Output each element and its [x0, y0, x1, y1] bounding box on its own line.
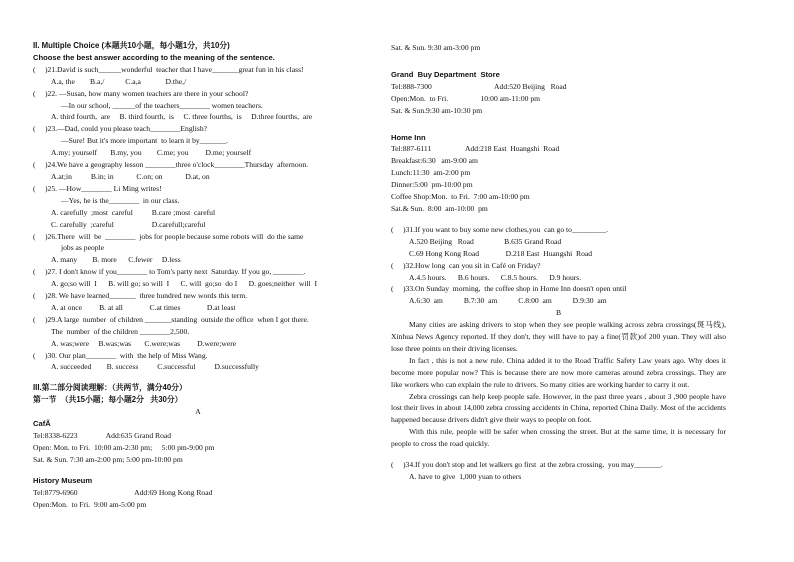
question-stem: ( )30. Our plan________ with the help of Miss Wang. — [33, 350, 208, 360]
question-option: —Yes, he is the________ in our class. — [61, 195, 180, 205]
place-detail: Sat. & Sun. 9:30 am-3:00 pm — [391, 43, 481, 52]
question-option: A.my; yourself B.my, you C.me; you D.me; yourself — [51, 148, 252, 158]
part-title: III.第二部分阅读理解：（共两节，满分40分） — [33, 383, 187, 393]
place-detail: Breakfast:6:30 am-9:00 am — [391, 156, 478, 166]
place-name: CafÃ — [33, 419, 51, 429]
place-detail: Dinner:5:00 pm-10:00 pm — [391, 180, 473, 190]
instruction: Choose the best answer according to the meaning of the sentence. — [33, 52, 275, 62]
question-list — [33, 64, 363, 374]
question-option: C.69 Hong Kong Road D.218 East Huangshi Road — [409, 248, 593, 258]
question-stem: ( )29.A large number of children _______standing outside the office when I got there. — [33, 314, 309, 324]
question-stem: ( )21.David is such______wonderful teacher that I have_______great fun in his class! — [33, 64, 304, 74]
question-list — [391, 224, 726, 307]
question-option: A.a, the B.a,/ C.a,a D.the,/ — [51, 76, 187, 86]
question-stem: ( )23.—Dad, could you please teach________English? — [33, 124, 207, 134]
question-option: A. at once B. at all C.at times D.at least — [51, 302, 236, 312]
place-detail: Sat.& Sun. 8:00 am-10:00 pm — [391, 203, 488, 213]
place-detail: Tel:888-7300 Add:520 Beijing Road — [391, 81, 567, 91]
place-detail: Tel:8779-6960 Add:69 Hong Kong Road — [33, 487, 213, 497]
section-title: II. Multiple Choice (本题共10小题，每小题1分，共10分) — [33, 41, 230, 50]
passage-paragraph: In fact , this is not a new rule. China added it to the Road Traffic Safety Law years ago. Why does it become more popular now? This is because there are now more cameras around zebra crossings. They are like workers who can explain the rule to drivers. So many cities are working harder to carry it out. — [391, 355, 726, 389]
place-detail: Lunch:11:30 am-2:00 pm — [391, 168, 471, 178]
question-stem: ( )33.On Sunday morning, the coffee shop in Home Inn doesn't open until — [391, 284, 627, 294]
question-stem: ( )28. We have learned_______ three hundred new words this term. — [33, 291, 248, 301]
question-option: A.at;in B.in; in C.on; on D.at, on — [51, 171, 210, 181]
place-detail: Open:Mon. to Fri. 9:00 am-5:00 pm — [33, 499, 147, 509]
question-option: A. go;so will I B. will go; so will I C. will go;so do I D. goes;neither will I — [51, 279, 317, 289]
passage-a-label: A — [195, 407, 201, 417]
question-stem: ( )26.There will be ________ jobs for people because some robots will do the same — [33, 231, 304, 241]
question-option: —In our school, ______of the teachers________ women teachers. — [61, 100, 263, 110]
question-option: A. succeeded B. success C.successful D.successfully — [51, 362, 259, 372]
place-detail: Open:Mon. to Fri. 10:00 am-11:00 pm — [391, 93, 541, 103]
place-name: Home Inn — [391, 132, 426, 142]
place-detail: Coffee Shop:Mon. to Fri. 7:00 am-10:00 pm — [391, 192, 530, 202]
question-option: A.520 Beijing Road B.635 Grand Road — [409, 236, 562, 246]
place-detail: Open: Mon. to Fri. 10:00 am-2:30 pm; 5:00 pm-9:00 pm — [33, 442, 215, 452]
question-stem: ( )27. I don't know if you________ to Tom's party next Saturday. If you go, ________. — [33, 267, 306, 277]
question-option: A. have to give 1,000 yuan to others — [409, 472, 522, 481]
question-option: C. carefully ;careful D.carefull;careful — [51, 219, 206, 229]
passage-paragraph: Many cities are asking drivers to stop when they see people walking across zebra crossings(斑马线), Xinhua News Agency reported. If they don't, they will have to pay a fine(罚款)of 200 yuan. They will also lose three points on their driving licenses. — [391, 320, 726, 353]
question-option: A. third fourth, are B. third fourth, is C. three fourths, is D.three fourths, are — [51, 112, 313, 122]
question-option: The number of the children ________2,500. — [51, 326, 190, 336]
place-name: History Museum — [33, 475, 93, 485]
place-detail: Sat. & Sun. 7:30 am-2:00 pm; 5:00 pm-10:00 pm — [33, 454, 183, 464]
question-stem: ( )32.How long can you sit in Café on Friday? — [391, 260, 541, 270]
passage-paragraph: Zebra crossings can help keep people safe. However, in the past three years , about 3 ,900 people have lost their lives in about 14,000 zebra crossing accidents in China, reported China Daily. Most of the accidents happened because drivers didn't give their ways to people on foot. — [391, 391, 726, 425]
left-column — [33, 40, 363, 510]
passage-paragraph: With this rule, people will be safer when crossing the street. But at the same time, it is necessary for people to cross the road quickly. — [391, 427, 726, 449]
question-stem: ( )31.If you want to buy some new clothes,you can go to_________. — [391, 224, 609, 234]
question-option: A. many B. more C.fewer D.less — [51, 255, 181, 265]
right-column — [391, 42, 726, 483]
question-option: —Sure! But it's more important to learn it by_______. — [61, 136, 229, 146]
passage-b-label: B — [555, 308, 562, 318]
question-stem: ( )34.If you don't stop and let walkers go first at the zebra crossing, you may_______. — [391, 460, 663, 470]
place-detail: Sat. & Sun.9:30 am-10:30 pm — [391, 105, 483, 115]
question-stem: ( )25. —How________ Li Ming writes! — [33, 183, 162, 193]
question-stem: ( )22. —Susan, how many women teachers are there in your school? — [33, 88, 249, 98]
place-detail: Tel:8338-6223 Add:635 Grand Road — [33, 431, 172, 440]
place-detail: Tel:887-6111 Add:218 East Huangshi Road — [391, 144, 560, 154]
question-option: A. was;were B.was;was C.were;was D.were;were — [51, 338, 237, 348]
question-stem: ( )24.We have a geography lesson ________three o'clock________Thursday afternoon. — [33, 160, 309, 170]
question-option: A.6:30 am B.7:30 am C.8:00 am D.9:30 am — [409, 296, 607, 306]
sub-title: 第一节 （共15小题；每小题2分 共30分） — [33, 395, 183, 405]
question-option: jobs as people — [61, 243, 105, 253]
question-option: A.4.5 hours. B.6 hours. C.8.5 hours. D.9 hours. — [409, 272, 582, 282]
place-name: Grand Buy Department Store — [391, 69, 500, 79]
question-option: A. carefully ;most careful B.care ;most careful — [51, 207, 216, 217]
